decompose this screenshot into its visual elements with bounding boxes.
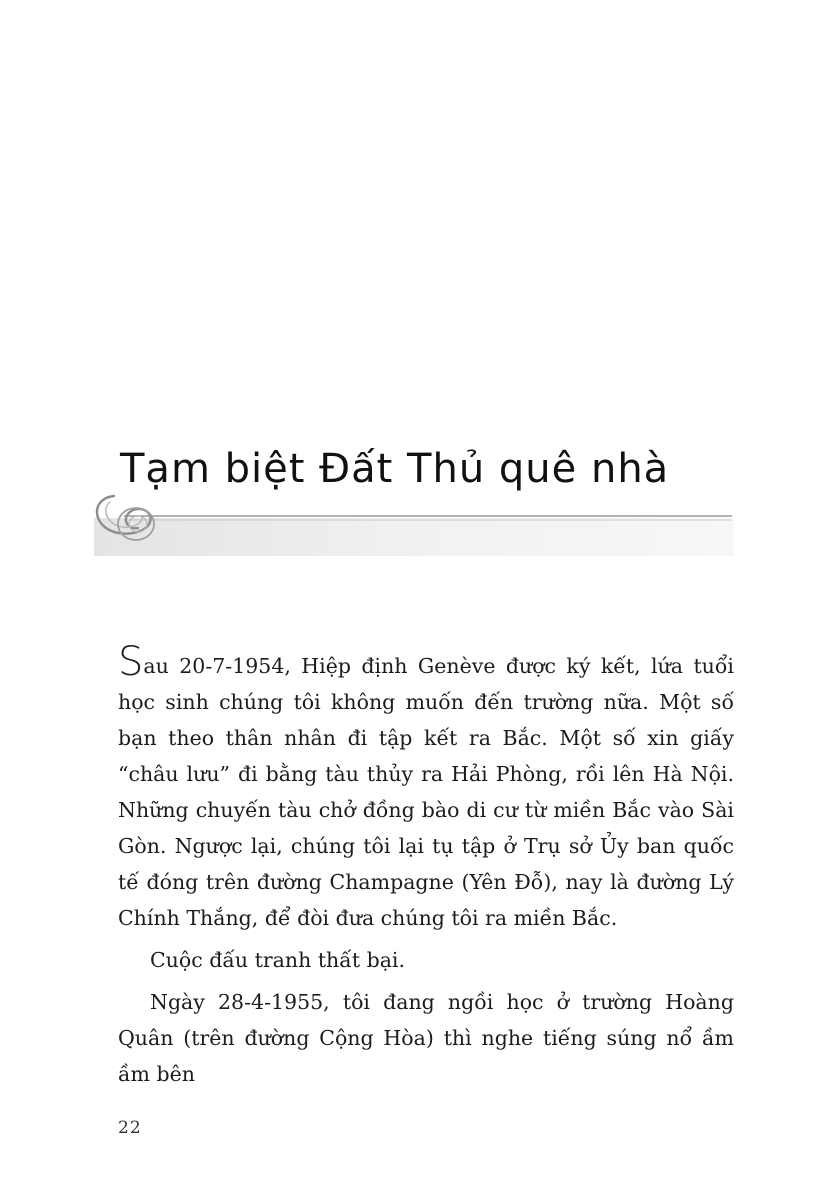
body-paragraph: [118, 639, 734, 936]
dropcap-letter: S: [118, 639, 144, 685]
paragraph-text: au 20-7-1954, Hiệp định Genève được ký kết, lứa tuổi học sinh chúng tôi không muốn đến trường nữa. Một số bạn theo thân nhân đi tập kết ra Bắc. Một số xin giấy “châu lưu” đi bằng tàu thủy ra Hải Phòng, rồi lên Hà Nội. Những chuyến tàu chở đồng bào di cư từ miền Bắc vào Sài Gòn. Ngược lại, chúng tôi lại tụ tập ở Trụ sở Ủy ban quốc tế đóng trên đường Champagne (Yên Đỗ), nay là đường Lý Chính Thắng, để đòi đưa chúng tôi ra miền Bắc.: [118, 654, 734, 930]
chapter-body: [118, 639, 734, 1098]
chapter-title: Tạm biệt Đất Thủ quê nhà: [120, 446, 670, 492]
ornament-shadow-band: [94, 518, 734, 556]
body-paragraph: Cuộc đấu tranh thất bại.: [150, 948, 405, 972]
page-number: 22: [118, 1118, 142, 1138]
swirl-rule-ornament: [84, 478, 744, 558]
body-paragraph: Ngày 28-4-1955, tôi đang ngồi học ở trường Hoàng Quân (trên đường Cộng Hòa) thì nghe tiếng súng nổ ầm ầm bên: [118, 990, 734, 1086]
